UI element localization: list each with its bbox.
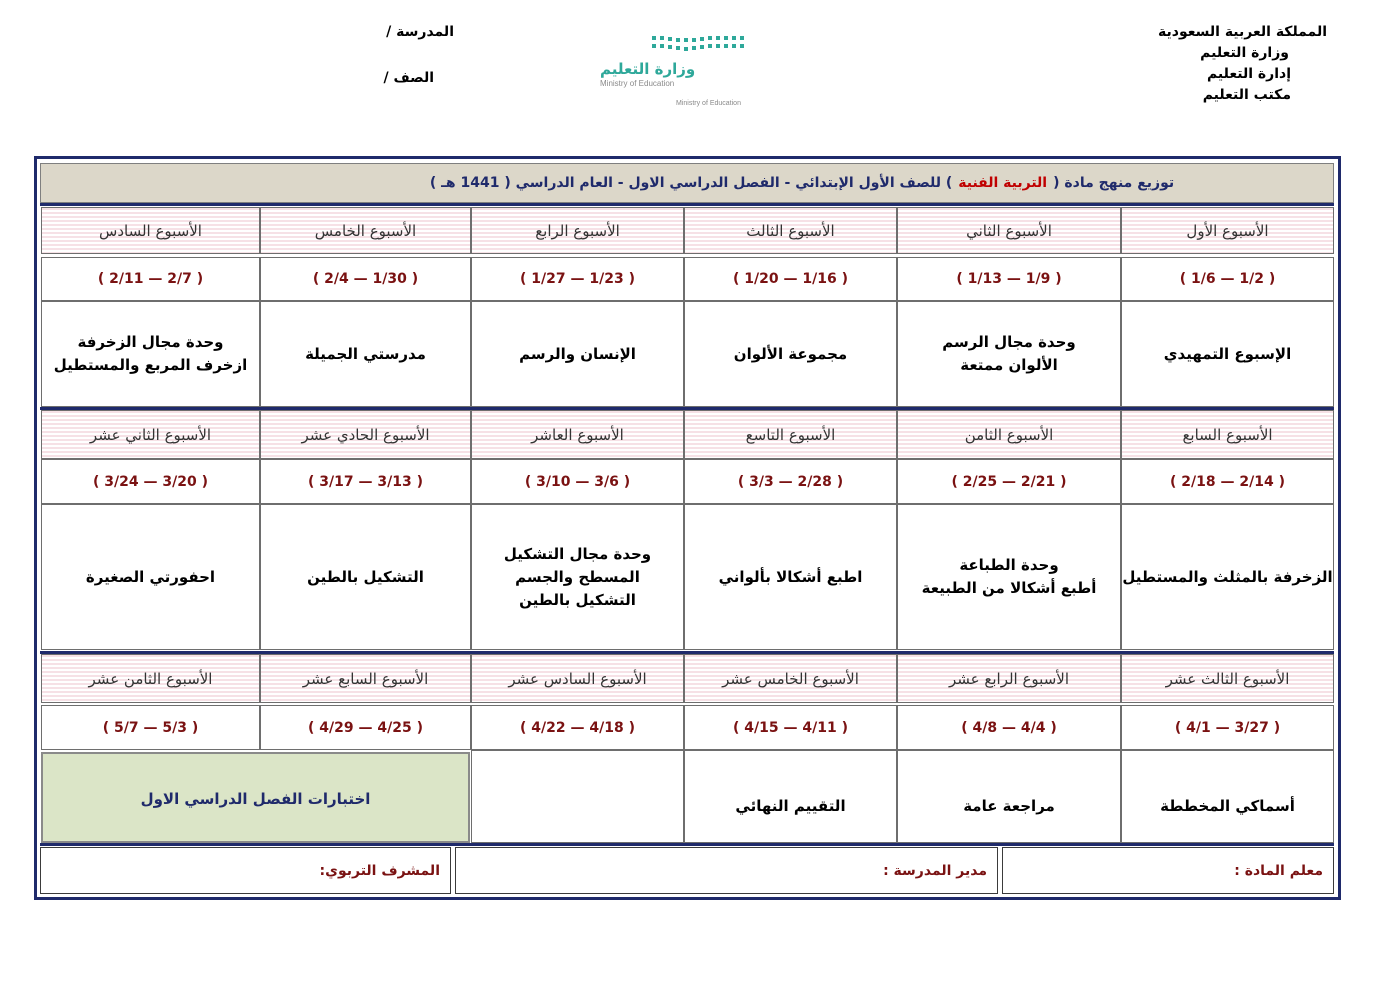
week-header: الأسبوع الثامن: [897, 410, 1121, 459]
week-date-range: ( 1/30 — 2/4 ): [260, 257, 471, 301]
ministry-header: [1107, 22, 1327, 106]
semester-exams-cell: [41, 752, 470, 843]
week-date-range: ( 2/14 — 2/18 ): [1121, 459, 1334, 504]
exams-label: اختبارات الفصل الدراسي الاول: [140, 790, 371, 808]
lesson-content: وحدة مجال الرسم الألوان ممتعة: [897, 301, 1121, 407]
week-date-range: ( 1/16 — 1/20 ): [684, 257, 897, 301]
week-header: الأسبوع السادس عشر: [471, 654, 684, 703]
week-date-range: ( 3/27 — 4/1 ): [1121, 705, 1334, 750]
lesson-content: الإسبوع التمهيدي: [1121, 301, 1334, 407]
lesson-content: وحدة مجال الزخرفة ازخرف المربع والمستطيل: [41, 301, 260, 407]
kingdom-name: المملكة العربية السعودية: [1158, 24, 1327, 40]
signature-separator: [40, 843, 1334, 846]
week-header: الأسبوع الخامس عشر: [684, 654, 897, 703]
lesson-content: الزخرفة بالمثلث والمستطيل: [1121, 504, 1334, 650]
week-header: الأسبوع الحادي عشر: [260, 410, 471, 459]
logo-english-text-secondary: Ministry of Education: [676, 100, 741, 107]
logo-arabic-text: وزارة التعليم: [600, 60, 696, 78]
lesson-content: مراجعة عامة: [897, 750, 1121, 843]
row-separator: [40, 203, 1334, 206]
week-header: الأسبوع السابع: [1121, 410, 1334, 459]
week-header: الأسبوع الخامس: [260, 207, 471, 254]
week-header: الأسبوع العاشر: [471, 410, 684, 459]
week-date-range: ( 1/9 — 1/13 ): [897, 257, 1121, 301]
week-header: الأسبوع الثالث عشر: [1121, 654, 1334, 703]
title-part-2: ) للصف الأول الإبتدائي - الفصل الدراسي الاول - العام الدراسي ( 1441 هـ ): [429, 175, 953, 191]
week-date-range: ( 5/3 — 5/7 ): [41, 705, 260, 750]
lesson-content: مجموعة الألوان: [684, 301, 897, 407]
week-date-range: ( 2/28 — 3/3 ): [684, 459, 897, 504]
week-header: الأسبوع الرابع عشر: [897, 654, 1121, 703]
ministry-name: وزارة التعليم: [1200, 45, 1289, 61]
lesson-content: أسماكي المخططة: [1121, 750, 1334, 843]
week-header: الأسبوع السادس: [41, 207, 260, 254]
lesson-content: اطبع أشكالا بألواني: [684, 504, 897, 650]
week-header: الأسبوع الثاني عشر: [41, 410, 260, 459]
week-date-range: ( 2/21 — 2/25 ): [897, 459, 1121, 504]
subject-name: التربية الفنية: [958, 175, 1048, 191]
week-header: الأسبوع السابع عشر: [260, 654, 471, 703]
week-header: الأسبوع الثاني: [897, 207, 1121, 254]
lesson-content: [471, 750, 684, 843]
week-header: الأسبوع الرابع: [471, 207, 684, 254]
week-date-range: ( 3/6 — 3/10 ): [471, 459, 684, 504]
lesson-content: التشكيل بالطين: [260, 504, 471, 650]
week-date-range: ( 4/18 — 4/22 ): [471, 705, 684, 750]
table-title: [40, 163, 1334, 203]
title-part-1: توزيع منهج مادة (: [1053, 175, 1175, 191]
week-date-range: ( 1/2 — 1/6 ): [1121, 257, 1334, 301]
principal-signature: [455, 847, 998, 894]
lesson-content: وحدة الطباعة أطبع أشكالا من الطبيعة: [897, 504, 1121, 650]
week-date-range: ( 1/23 — 1/27 ): [471, 257, 684, 301]
week-date-range: ( 4/4 — 4/8 ): [897, 705, 1121, 750]
lesson-content: الإنسان والرسم: [471, 301, 684, 407]
logo-english-text: Ministry of Education: [600, 79, 675, 88]
week-header: الأسبوع التاسع: [684, 410, 897, 459]
teacher-label: معلم المادة :: [1234, 862, 1323, 879]
week-date-range: ( 2/7 — 2/11 ): [41, 257, 260, 301]
lesson-content: احفورتي الصغيرة: [41, 504, 260, 650]
school-label: المدرسة /: [386, 24, 454, 40]
grade-label: الصف /: [383, 70, 434, 86]
week-header: الأسبوع الأول: [1121, 207, 1334, 254]
lesson-content: وحدة مجال التشكيل المسطح والجسم التشكيل بالطين: [471, 504, 684, 650]
week-date-range: ( 3/13 — 3/17 ): [260, 459, 471, 504]
lesson-content: مدرستي الجميلة: [260, 301, 471, 407]
teacher-signature: [1002, 847, 1334, 894]
principal-label: مدير المدرسة :: [883, 862, 987, 879]
supervisor-label: المشرف التربوي:: [319, 862, 440, 879]
week-date-range: ( 4/11 — 4/15 ): [684, 705, 897, 750]
week-header: الأسبوع الثالث: [684, 207, 897, 254]
office-name: مكتب التعليم: [1202, 87, 1291, 103]
week-header: الأسبوع الثامن عشر: [41, 654, 260, 703]
directorate-name: إدارة التعليم: [1206, 66, 1291, 82]
week-date-range: ( 3/20 — 3/24 ): [41, 459, 260, 504]
supervisor-signature: [40, 847, 451, 894]
week-date-range: ( 4/25 — 4/29 ): [260, 705, 471, 750]
lesson-content: التقييم النهائي: [684, 750, 897, 843]
